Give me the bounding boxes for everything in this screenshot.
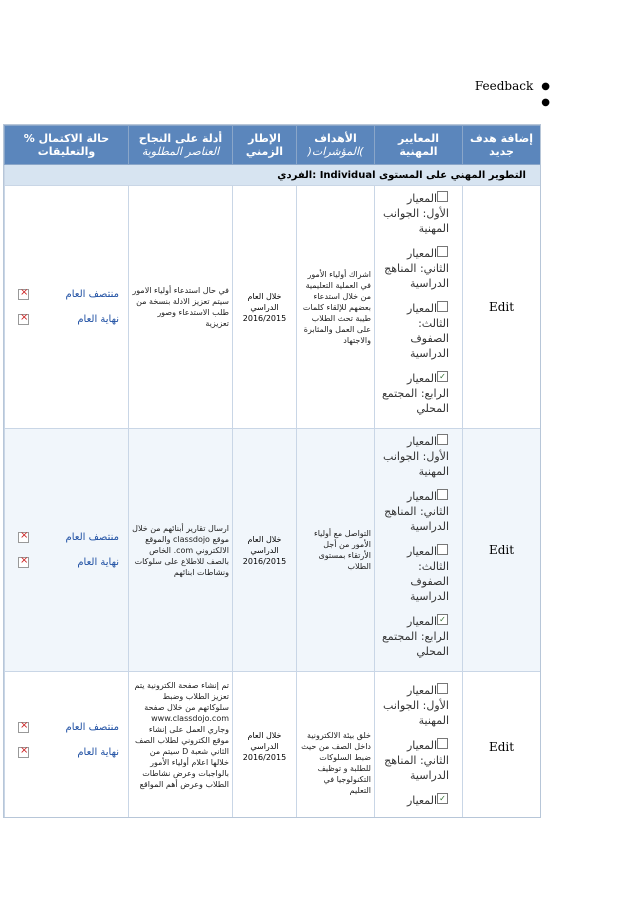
goal-cell: التواصل مع أولياء الأمور من أجل الأرتقاء بمستوى الطلاب [297,429,375,672]
header-evidence-sub: العناصر المطلوبة [141,145,220,158]
criteria-label: المعيار الثالث: الصفوف الدراسية [406,545,449,603]
criteria-item [380,371,449,416]
feedback-link[interactable]: Feedback [474,79,534,93]
edit-link[interactable]: Edit [488,299,515,314]
evidence-cell: في حال استدعاء أولياء الامور سيتم تعزيز الادلة بنسخة من طلب الاستدعاء وصور تعزيزية [129,186,233,429]
criteria-item [380,246,449,291]
timeframe-cell: خلال العام الدراسي 2016/2015 [233,429,297,672]
criteria-label: المعيار الرابع: المجتمع المحلي [381,372,449,415]
header-goals-sub: )المؤشرات( [307,145,364,158]
checkbox[interactable] [437,544,448,555]
checkbox[interactable] [437,246,448,257]
criteria-item [380,301,449,361]
header-evidence: أدلة على النجاح العناصر المطلوبة [129,126,233,165]
criteria-cell [375,429,463,672]
checkbox[interactable] [437,738,448,749]
status-midyear [14,532,119,543]
edit-cell [463,186,541,429]
section-row [5,165,541,186]
criteria-label: المعيار [406,794,437,807]
goal-cell: اشراك أولياء الأمور في العملية التعليمية من خلال استدعاء بعضهم للإلقاء كلمات طيبة تحث الطلاب على العمل والمثابرة والاجتهاد [297,186,375,429]
criteria-label: المعيار الثالث: الصفوف الدراسية [406,302,449,360]
header-row [5,126,541,165]
criteria-cell [375,672,463,819]
status-cell [5,186,129,429]
criteria-label: المعيار الثاني: المناهج الدراسية [384,490,449,533]
criteria-label: المعيار الأول: الجوانب المهنية [383,684,449,727]
status-cell [5,429,129,672]
table-row [5,186,541,429]
header-add-goal[interactable]: إضافة هدف جديد [463,126,541,165]
criteria-label: المعيار الثاني: المناهج الدراسية [384,739,449,782]
criteria-label: المعيار الأول: الجوانب المهنية [383,435,449,478]
criteria-label: المعيار الرابع: المجتمع المحلي [381,615,449,658]
edit-cell [463,672,541,819]
table-row [5,672,541,819]
criteria-item [380,191,449,236]
checkbox-checked[interactable]: ✓ [437,614,448,625]
evidence-cell: ارسال تقارير أبنائهم من خلال موقع classdojo والموقع الالكتروني com. الخاص بالصف للاطلاع على سلوكات ونشاطات ابنائهم [129,429,233,672]
status-endyear-label[interactable]: نهاية العام [77,747,119,758]
checkbox[interactable] [437,191,448,202]
checkbox[interactable] [437,489,448,500]
criteria-item [380,434,449,479]
broken-image-icon [18,314,29,325]
status-endyear [14,747,119,758]
status-midyear-label[interactable]: منتصف العام [65,722,119,733]
status-endyear-label[interactable]: نهاية العام [77,557,119,568]
bullet-item[interactable] [440,78,550,94]
growth-plan-table-container [3,124,541,818]
criteria-item [380,738,449,783]
checkbox[interactable] [437,683,448,694]
criteria-item [380,489,449,534]
timeframe-cell: خلال العام الدراسي 2016/2015 [233,672,297,819]
header-timeframe: الإطار الزمني [233,126,297,165]
status-endyear [14,314,119,325]
evidence-cell: تم إنشاء صفحة الكترونية يتم تعزيز الطلاب وضبط سلوكاتهم من خلال صفحة www.classdojo.com وجاري العمل على إنشاء موقع الكتروني لطلاب الصف الثاني شعبة D سيتم من خلالها اعلام أولياء الأمور بالواجبات وعرض نشاطات الطلاب وعرض أهم المواقع [129,672,233,819]
status-endyear-label[interactable]: نهاية العام [77,314,119,325]
goal-cell: خلق بيئة الالكترونية داخل الصف من حيث ضبط السلوكات للطلبة و توظيف التكنولوجيا في التعليم [297,672,375,819]
criteria-item [380,544,449,604]
broken-image-icon [18,722,29,733]
bullet-dot-icon: ● [541,96,550,108]
criteria-item [380,793,449,808]
status-midyear [14,289,119,300]
checkbox[interactable] [437,301,448,312]
header-goals: الأهداف )المؤشرات( [297,126,375,165]
status-cell [5,672,129,819]
criteria-cell [375,186,463,429]
criteria-item [380,614,449,659]
status-midyear-label[interactable]: منتصف العام [65,289,119,300]
header-criteria: المعايير المهنية [375,126,463,165]
edit-cell [463,429,541,672]
broken-image-icon [18,747,29,758]
criteria-item [380,683,449,728]
criteria-label: المعيار الثاني: المناهج الدراسية [384,247,449,290]
checkbox-checked[interactable]: ✓ [437,793,448,804]
growth-plan-table [4,125,541,818]
status-endyear [14,557,119,568]
header-status: حالة الاكتمال % والتعليقات [5,126,129,165]
broken-image-icon [18,532,29,543]
timeframe-cell: خلال العام الدراسي 2016/2015 [233,186,297,429]
broken-image-icon [18,289,29,300]
broken-image-icon [18,557,29,568]
status-midyear-label[interactable]: منتصف العام [65,532,119,543]
bullet-dot-icon: ● [541,80,550,92]
checkbox-checked[interactable]: ✓ [437,371,448,382]
status-midyear [14,722,119,733]
edit-link[interactable]: Edit [488,542,515,557]
section-label: التطوير المهني على المستوى Individual :الفردي [5,165,541,186]
table-row [5,429,541,672]
feedback-bullet-list [440,78,550,110]
criteria-label: المعيار الأول: الجوانب المهنية [383,192,449,235]
bullet-item [440,94,550,110]
checkbox[interactable] [437,434,448,445]
edit-link[interactable]: Edit [488,740,515,754]
